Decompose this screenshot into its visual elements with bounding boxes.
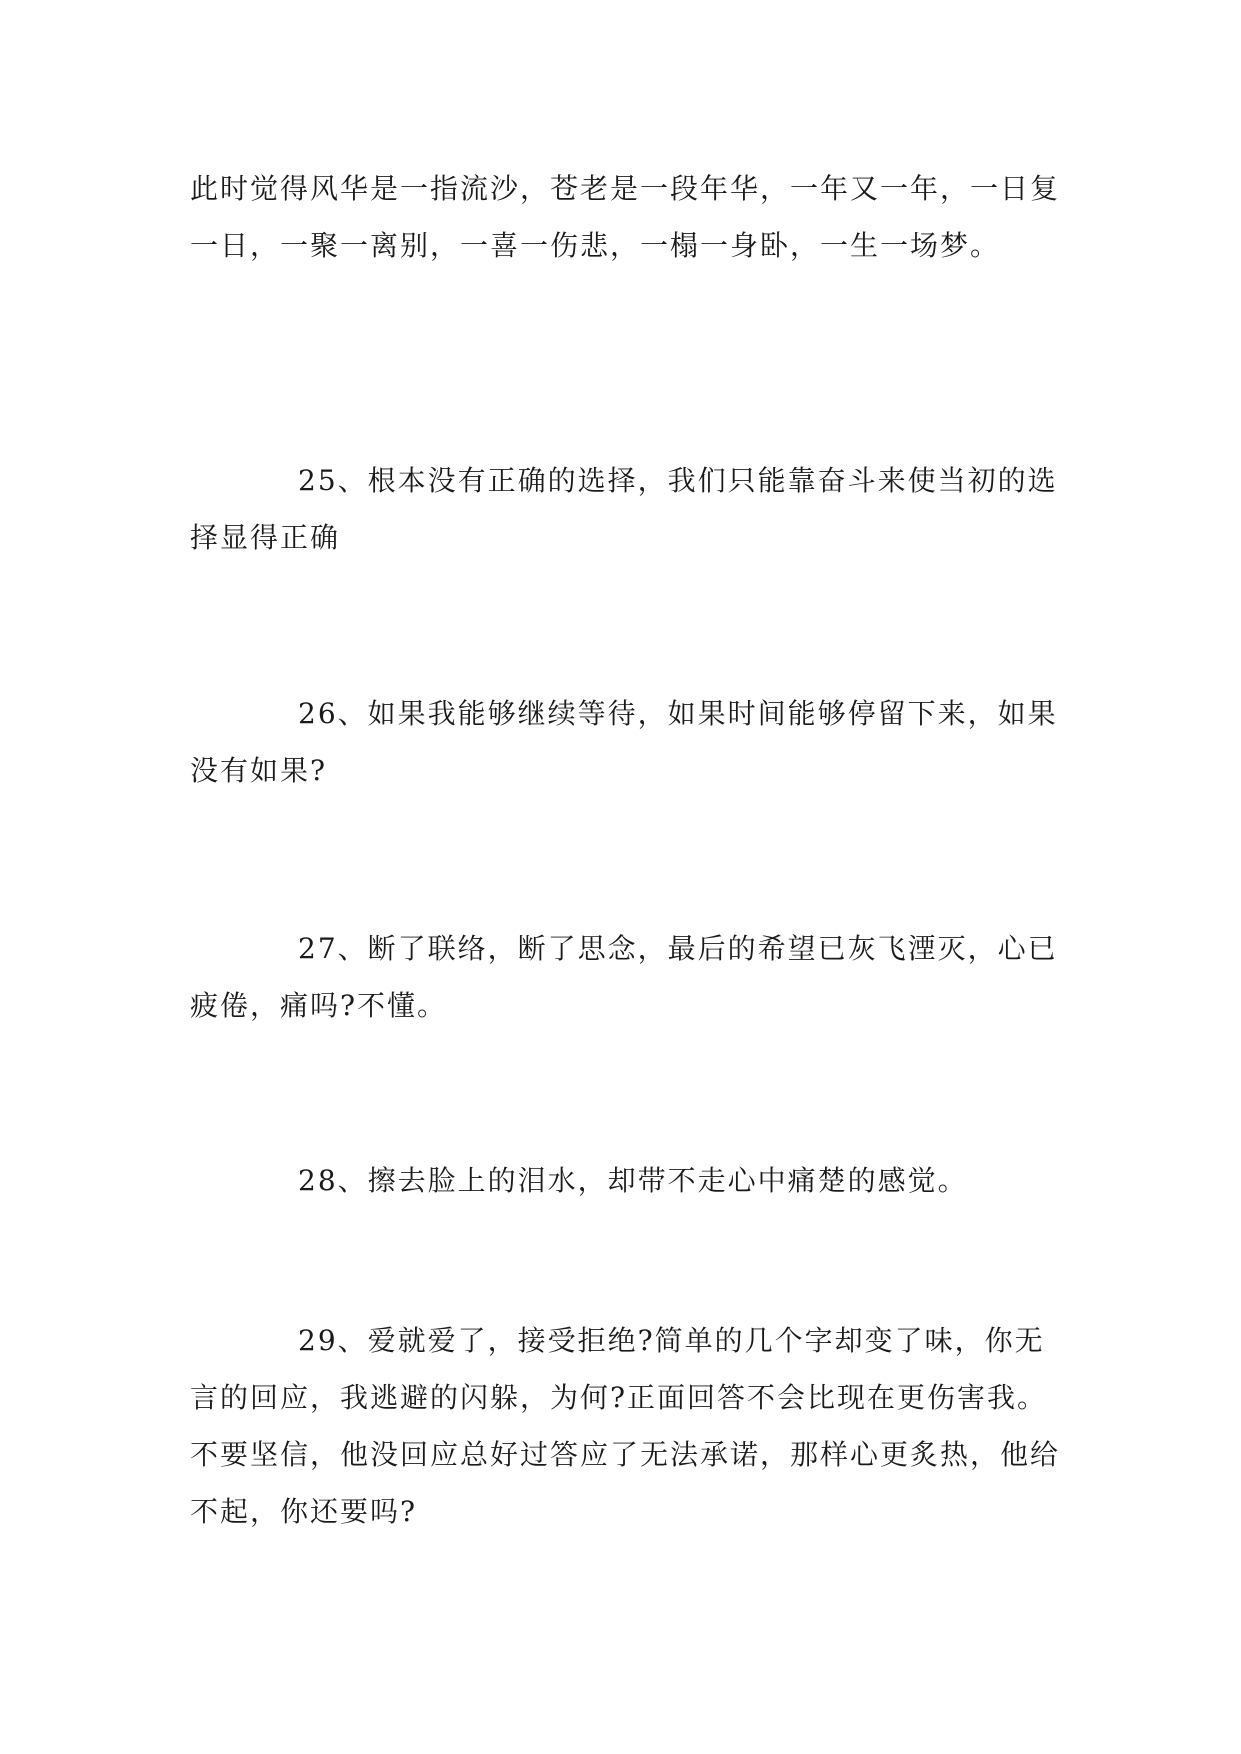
paragraph-26: 26、如果我能够继续等待，如果时间能够停留下来，如果没有如果? bbox=[190, 697, 1058, 787]
paragraph-28: 28、擦去脸上的泪水，却带不走心中痛楚的感觉。 bbox=[298, 1164, 968, 1197]
paragraph-29: 29、爱就爱了，接受拒绝?简单的几个字却变了味，你无言的回应，我逃避的闪躲，为何?正面回答不会比现在更伤害我。不要坚信，他没回应总好过答应了无法承诺，那样心更炙热，他给不起，你还要吗? bbox=[190, 1324, 1061, 1528]
paragraph-27: 27、断了联络，断了思念，最后的希望已灰飞湮灭，心已疲倦，痛吗?不懂。 bbox=[190, 932, 1058, 1022]
paragraph-continuation: 此时觉得风华是一指流沙，苍老是一段年华，一年又一年，一日复一日，一聚一离别，一喜一伤悲，一榻一身卧，一生一场梦。 bbox=[190, 172, 1061, 262]
paragraph-25: 25、根本没有正确的选择，我们只能靠奋斗来使当初的选择显得正确 bbox=[190, 464, 1058, 554]
